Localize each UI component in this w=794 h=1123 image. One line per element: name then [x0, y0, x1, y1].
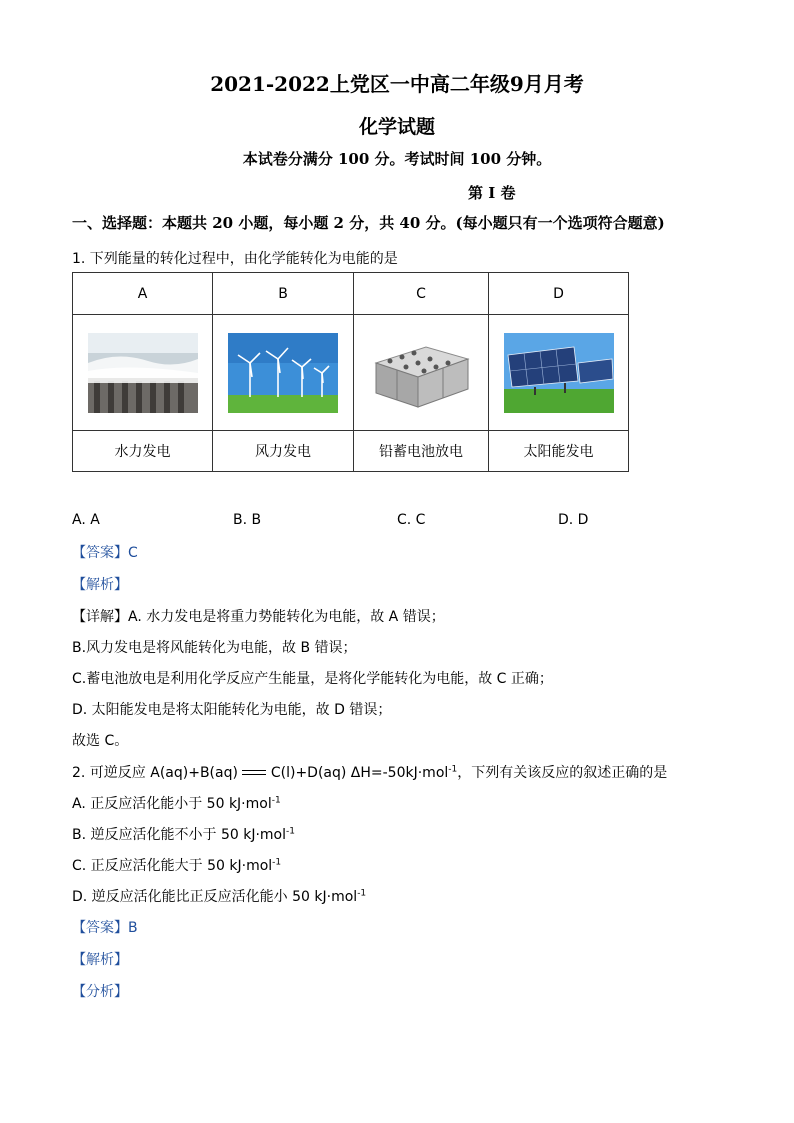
q1-analysis-label: 【解析】	[72, 577, 128, 593]
table-header-c: C	[354, 273, 489, 315]
reversible-arrow-icon	[242, 769, 266, 777]
q1-detail-line-4: D. 太阳能发电是将太阳能转化为电能，故 D 错误；	[72, 702, 392, 718]
q2-option-b: B. 逆反应活化能不小于 50 kJ·mol$^{-1}$	[72, 826, 295, 843]
exam-subtitle: 化学试题	[358, 116, 435, 138]
table-header-a: A	[73, 273, 213, 315]
q1-option-c: C. C	[397, 512, 426, 528]
q2-option-a: A. 正反应活化能小于 50 kJ·mol$^{-1}$	[72, 795, 281, 812]
section-heading: 一、选择题：本题共 20 小题，每小题 2 分，共 40 分。(每小题只有一个选项符合题意)	[72, 214, 665, 232]
table-caption-a: 水力发电	[73, 431, 213, 472]
table-image-cell-a	[73, 315, 213, 431]
q2-answer: 【答案】B	[72, 920, 138, 936]
q2-analysis-label: 【解析】	[72, 952, 128, 968]
q1-option-b: B. B	[233, 512, 262, 528]
q2-stem-sup: -1	[448, 764, 458, 775]
lead-acid-battery-image	[366, 333, 476, 413]
q1-detail-line-2: B.风力发电是将风能转化为电能，故 B 错误；	[72, 640, 357, 656]
table-image-cell-d	[489, 315, 629, 431]
volume-label: 第 I 卷	[468, 184, 516, 202]
q1-option-d: D. D	[558, 512, 589, 528]
q1-detail-line-1: 【详解】A. 水力发电是将重力势能转化为电能，故 A 错误；	[72, 609, 445, 625]
table-caption-d: 太阳能发电	[489, 431, 629, 472]
table-caption-c: 铅蓄电池放电	[354, 431, 489, 472]
q2-stem-products: C(l)+D(aq) ΔH=-50kJ·mol	[270, 765, 449, 781]
table-image-cell-c	[354, 315, 489, 431]
table-header-b: B	[213, 273, 354, 315]
q1-options-table	[72, 272, 629, 472]
table-header-d: D	[489, 273, 629, 315]
wind-turbines-image	[228, 333, 338, 413]
q2-option-d: D. 逆反应活化能比正反应活化能小 50 kJ·mol$^{-1}$	[72, 888, 367, 905]
q1-option-a: A. A	[72, 512, 100, 528]
q1-detail-line-5: 故选 C。	[72, 733, 129, 749]
q2-option-c: C. 正反应活化能大于 50 kJ·mol$^{-1}$	[72, 857, 282, 874]
q1-detail-line-3: C.蓄电池放电是利用化学反应产生能量，是将化学能转化为电能，故 C 正确；	[72, 671, 553, 687]
table-caption-b: 风力发电	[213, 431, 354, 472]
q1-answer: 【答案】C	[72, 545, 138, 561]
exam-info: 本试卷分满分 100 分。考试时间 100 分钟。	[242, 150, 552, 168]
q2-fenxi-label: 【分析】	[72, 984, 128, 1000]
table-image-cell-b	[213, 315, 354, 431]
exam-title: 2021-2022上党区一中高二年级9月月考	[210, 72, 584, 96]
solar-panels-image	[504, 333, 614, 413]
q2-stem-reactants: 2. 可逆反应 A(aq)+B(aq)	[72, 765, 238, 781]
hydro-dam-image	[88, 333, 198, 413]
q2-stem-question: ，下列有关该反应的叙述正确的是	[457, 765, 668, 781]
q1-stem: 1. 下列能量的转化过程中，由化学能转化为电能的是	[72, 251, 398, 267]
q2-stem	[72, 762, 667, 782]
